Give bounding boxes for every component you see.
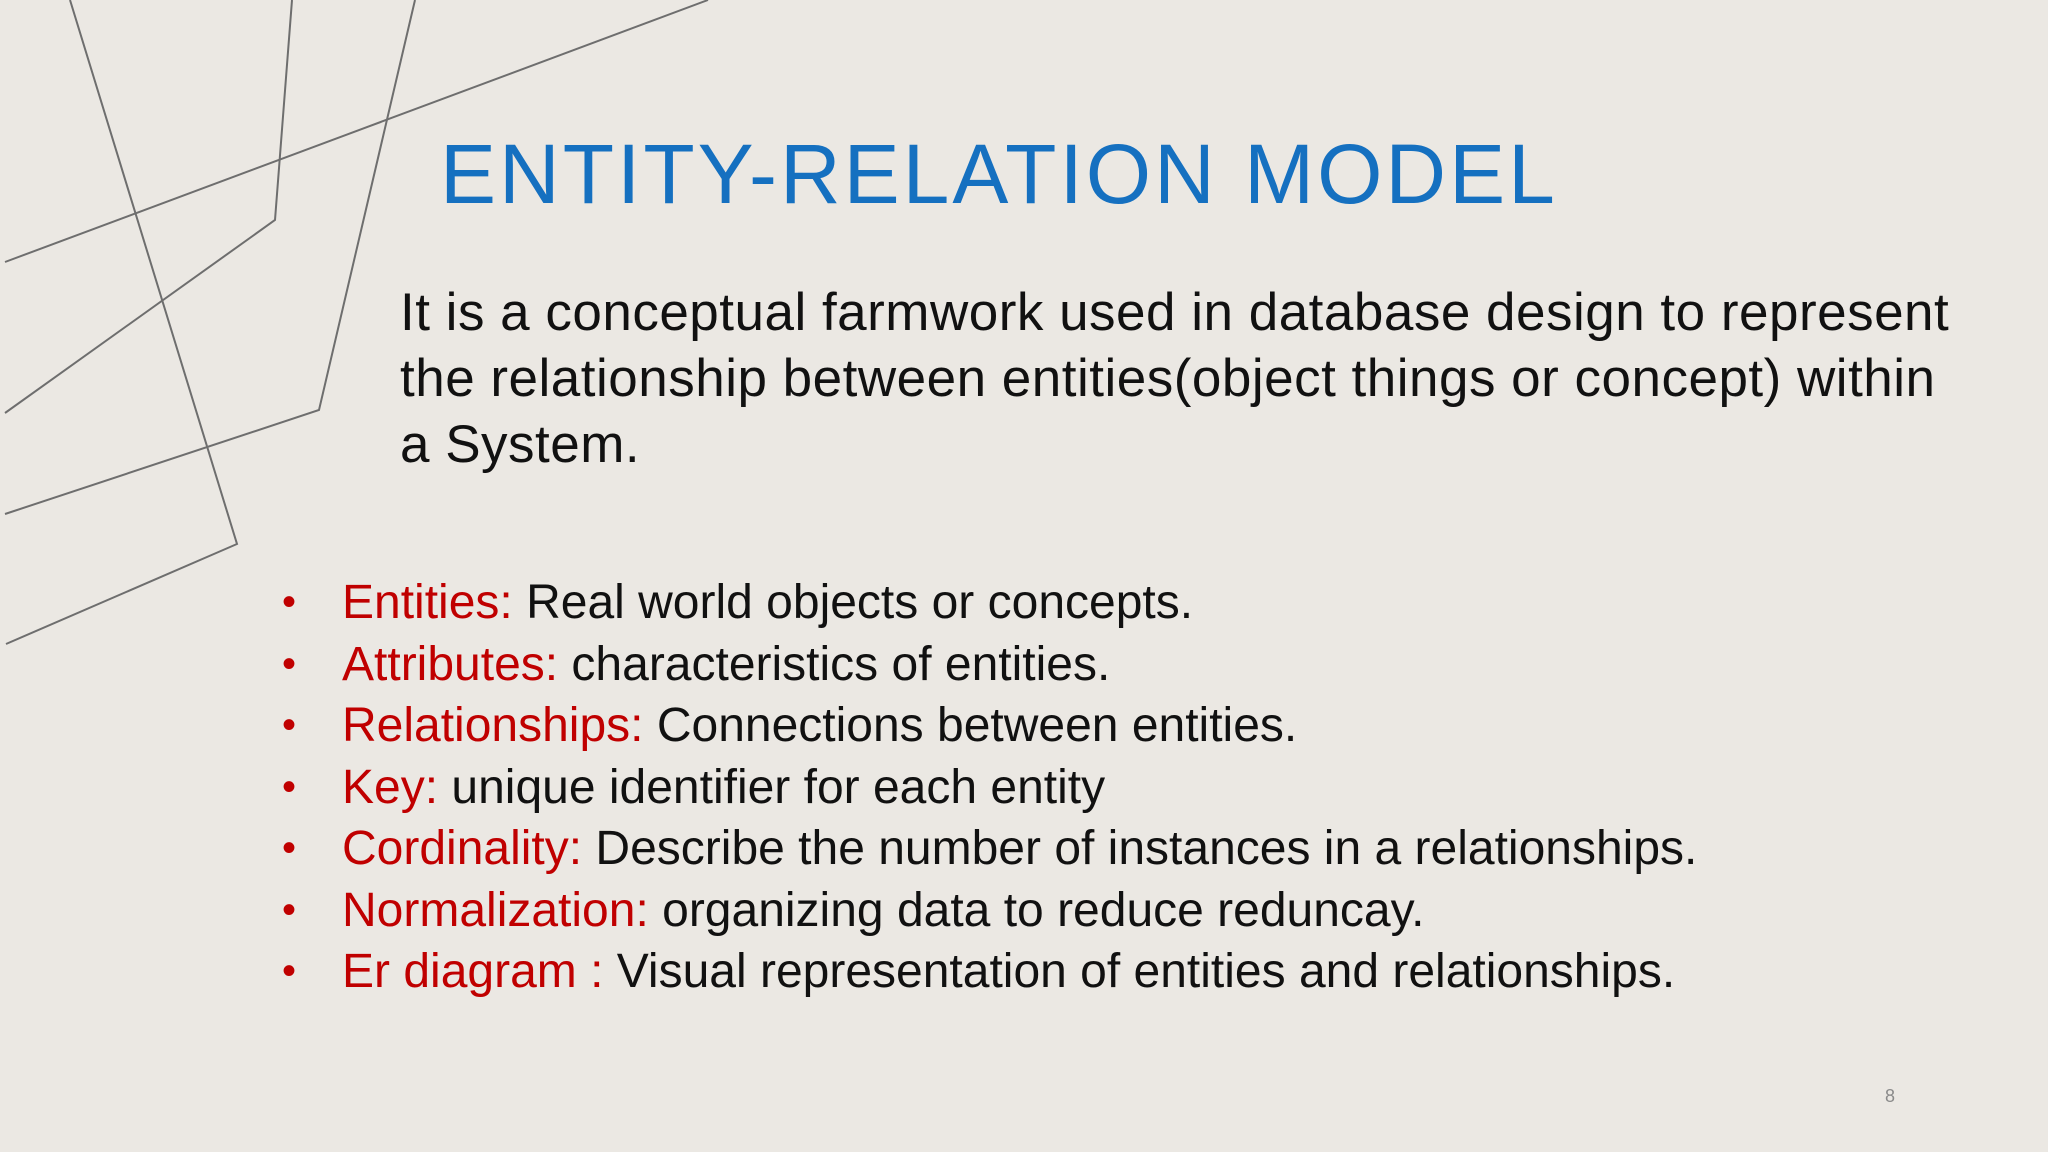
deco-line	[6, 0, 237, 644]
bullet-term: Normalization:	[342, 883, 649, 937]
bullet-term: Er diagram :	[342, 945, 604, 998]
bullet-text: unique identifier for each entity	[438, 760, 1106, 814]
bullet-marker: •	[282, 641, 297, 686]
bullet-term: Relationships:	[342, 699, 644, 752]
slide-title: ENTITY-RELATION MODEL	[440, 127, 1558, 221]
bullet-item-key	[282, 757, 1982, 819]
bullet-text: Visual representation of entities and relationships.	[603, 945, 1676, 998]
bullet-marker: •	[282, 826, 297, 870]
intro-paragraph: It is a conceptual farmwork used in database design to represent the relationship between entities(object things or concept) within a System.	[400, 283, 1950, 474]
bullet-term: Key:	[342, 760, 439, 814]
bullet-term: Attributes:	[342, 637, 559, 691]
bullet-marker: •	[282, 703, 297, 747]
bullet-marker: •	[282, 764, 297, 809]
bullet-text: Real world objects or concepts.	[512, 576, 1194, 629]
bullet-term: Cordinality:	[342, 822, 583, 875]
bullet-text: characteristics of entities.	[558, 637, 1111, 691]
bullet-marker: •	[282, 949, 297, 993]
bullet-text: organizing data to reduce reduncay.	[648, 883, 1425, 937]
bullet-item-entities	[282, 572, 1982, 634]
bullet-item-relationships	[282, 695, 1982, 757]
bullet-item-normalization	[282, 880, 1982, 942]
page-number: 8	[1884, 1086, 1895, 1106]
deco-line	[5, 0, 415, 514]
bullet-item-attributes	[282, 634, 1982, 696]
bullet-text: Describe the number of instances in a relationships.	[582, 822, 1698, 875]
bullet-list	[282, 572, 1982, 1003]
bullet-text: Connections between entities.	[643, 699, 1298, 752]
bullet-item-er-diagram	[282, 941, 1982, 1003]
bullet-term: Entities:	[342, 576, 513, 629]
deco-line	[5, 0, 292, 413]
bullet-marker: •	[282, 580, 297, 624]
bullet-item-cordinality	[282, 818, 1982, 880]
bullet-marker: •	[282, 887, 297, 932]
